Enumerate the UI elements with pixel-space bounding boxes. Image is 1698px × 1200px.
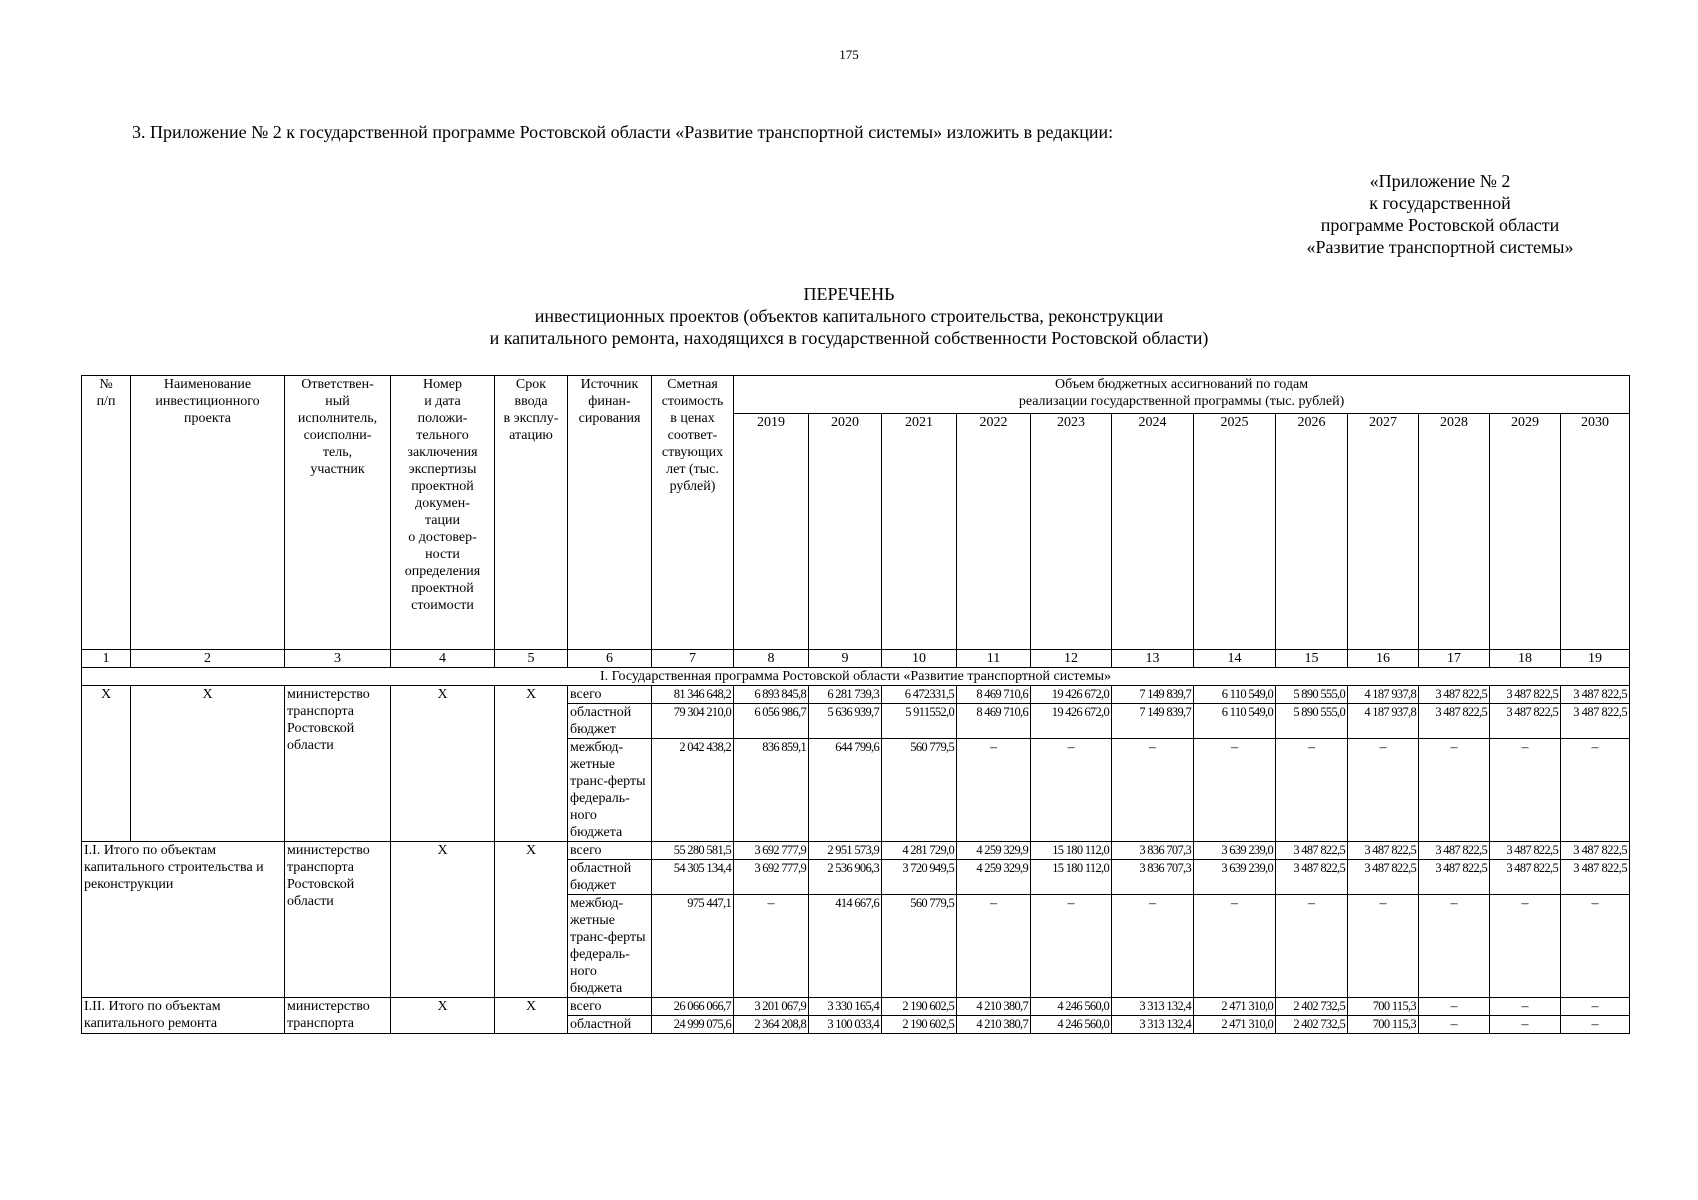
header-estimated-cost [652,376,734,650]
year-value-cell: 5 890 555,0 [1276,686,1348,704]
header-year: 2026 [1276,414,1348,650]
year-value-cell: 2 471 310,0 [1194,1016,1276,1034]
appendix-label [1280,170,1600,258]
year-value-cell: 3 487 822,5 [1561,686,1630,704]
column-number-row [82,650,1630,668]
year-value-cell: 3 201 067,9 [734,998,809,1016]
header-year: 2021 [882,414,957,650]
header-text-line: Наименование [163,377,252,392]
column-number: 3 [285,650,391,668]
project-name-cell: I.I. Итого по объектам капитального строительства и реконструкции [82,842,285,998]
estimated-cost-cell: 79 304 210,0 [652,704,734,739]
year-value-cell: 3 487 822,5 [1561,860,1630,895]
column-number: 13 [1112,650,1194,668]
funding-source-cell: межбюд-жетные транс-ферты федераль-ного бюджета [568,739,652,842]
funding-source-cell: всего [568,686,652,704]
section-title: I. Государственная программа Ростовской области «Развитие транспортной системы» [82,668,1630,686]
estimated-cost-cell: 81 346 648,2 [652,686,734,704]
year-value-cell: – [1194,739,1276,842]
year-value-cell: – [957,739,1031,842]
year-value-cell: 2 402 732,5 [1276,1016,1348,1034]
header-budget-allocations [734,376,1630,414]
header-text-line: ввода [514,394,548,409]
table-row [82,842,1630,860]
year-value-cell: 4 246 560,0 [1031,1016,1112,1034]
year-value-cell: 3 487 822,5 [1276,860,1348,895]
header-text-line: участник [310,462,365,477]
year-value-cell: 644 799,6 [809,739,882,842]
year-value-cell: – [1031,895,1112,998]
year-value-cell: – [1348,739,1419,842]
year-value-cell: 5 636 939,7 [809,704,882,739]
year-value-cell: 3 487 822,5 [1490,704,1561,739]
header-year: 2028 [1419,414,1490,650]
header-year: 2019 [734,414,809,650]
year-value-cell: 3 330 165,4 [809,998,882,1016]
header-text-line: ности [425,547,460,562]
project-name-cell: Х [131,686,285,842]
year-value-cell: 2 951 573,9 [809,842,882,860]
header-commissioning-term [495,376,568,650]
year-value-cell: – [1490,1016,1561,1034]
header-text-line: Срок [515,377,547,392]
year-value-cell: 3 836 707,3 [1112,860,1194,895]
heading-title: ПЕРЕЧЕНЬ [803,284,895,304]
year-value-cell: 3 487 822,5 [1490,860,1561,895]
header-expertise-conclusion [391,376,495,650]
year-value-cell: 3 487 822,5 [1276,842,1348,860]
expertise-cell: Х [391,842,495,998]
year-value-cell: – [1419,739,1490,842]
estimated-cost-cell: 24 999 075,6 [652,1016,734,1034]
year-value-cell: – [1348,895,1419,998]
column-number: 6 [568,650,652,668]
responsible-cell: министерство транспорта Ростовской области [285,686,391,842]
header-text-line: реализации государственной программы (тыс. рублей) [1018,394,1345,409]
header-text-line: Сметная [667,377,718,392]
year-value-cell: 5 911552,0 [882,704,957,739]
header-text-line: Объем бюджетных ассигнований по годам [1054,377,1309,392]
row-number-cell: Х [82,686,131,842]
column-number: 16 [1348,650,1419,668]
header-text-line: тации [425,513,460,528]
year-value-cell: 4 210 380,7 [957,1016,1031,1034]
heading-subtitle-line: и капитального ремонта, находящихся в государственной собственности Ростовской области) [489,328,1209,348]
year-value-cell: 3 313 132,4 [1112,998,1194,1016]
page-number: 175 [839,47,859,62]
year-value-cell: 2 190 602,5 [882,1016,957,1034]
estimated-cost-cell: 2 042 438,2 [652,739,734,842]
year-value-cell: 3 639 239,0 [1194,842,1276,860]
header-text-line: ный [325,394,350,409]
year-value-cell: – [734,895,809,998]
header-text-line: сирования [578,411,641,426]
year-value-cell: 6 281 739,3 [809,686,882,704]
header-text-line: лет (тыс. [666,462,719,477]
estimated-cost-cell: 54 305 134,4 [652,860,734,895]
funding-source-cell: межбюд-жетные транс-ферты федераль-ного бюджета [568,895,652,998]
year-value-cell: 4 259 329,9 [957,860,1031,895]
document-heading [0,283,1698,349]
header-text-line: заключения [407,445,478,460]
year-value-cell: 3 487 822,5 [1348,842,1419,860]
year-value-cell: – [1112,895,1194,998]
year-value-cell: 3 487 822,5 [1419,842,1490,860]
table-row [82,686,1630,704]
header-text-line: п/п [96,394,116,409]
year-value-cell: 19 426 672,0 [1031,704,1112,739]
header-text-line: Источник [580,377,639,392]
year-value-cell: 6 110 549,0 [1194,686,1276,704]
column-number: 14 [1194,650,1276,668]
header-text-line: в эксплу- [503,411,559,426]
header-text-line: определения [404,564,481,579]
appendix-line: программе Ростовской области [1320,215,1560,235]
project-name-cell: I.II. Итого по объектам капитального ремонта [82,998,285,1034]
year-value-cell: – [1561,739,1630,842]
responsible-cell: министерство транспорта Ростовской области [285,842,391,998]
year-value-cell: 7 149 839,7 [1112,686,1194,704]
year-value-cell: 2 471 310,0 [1194,998,1276,1016]
year-value-cell: 19 426 672,0 [1031,686,1112,704]
expertise-cell: Х [391,686,495,842]
year-value-cell: 8 469 710,6 [957,704,1031,739]
table-header-row [82,376,1630,414]
year-value-cell: 2 536 906,3 [809,860,882,895]
year-value-cell: 3 313 132,4 [1112,1016,1194,1034]
year-value-cell: 4 259 329,9 [957,842,1031,860]
column-number: 7 [652,650,734,668]
year-value-cell: 3 487 822,5 [1419,704,1490,739]
year-value-cell: 6 893 845,8 [734,686,809,704]
header-text-line: соответ- [667,428,718,443]
commissioning-term-cell: Х [495,998,568,1034]
year-value-cell: 3 487 822,5 [1490,686,1561,704]
year-value-cell: – [1419,895,1490,998]
year-value-cell: 3 487 822,5 [1419,860,1490,895]
year-value-cell: 414 667,6 [809,895,882,998]
year-value-cell: 5 890 555,0 [1276,704,1348,739]
year-value-cell: 2 402 732,5 [1276,998,1348,1016]
header-text-line: соисполни- [303,428,372,443]
header-responsible [285,376,391,650]
year-value-cell: 3 720 949,5 [882,860,957,895]
year-value-cell: 3 836 707,3 [1112,842,1194,860]
year-value-cell: 4 187 937,8 [1348,686,1419,704]
column-number: 5 [495,650,568,668]
header-text-line: № [99,377,113,392]
header-project-name [131,376,285,650]
column-number: 4 [391,650,495,668]
estimated-cost-cell: 975 447,1 [652,895,734,998]
year-value-cell: 4 246 560,0 [1031,998,1112,1016]
header-text-line: о достовер- [408,530,477,545]
year-value-cell: 3 692 777,9 [734,842,809,860]
column-number: 2 [131,650,285,668]
year-value-cell: 2 190 602,5 [882,998,957,1016]
header-text-line: тель, [322,445,353,460]
year-value-cell: – [1561,998,1630,1016]
header-text-line: стоимости [411,598,474,613]
year-value-cell: 4 210 380,7 [957,998,1031,1016]
column-number: 11 [957,650,1031,668]
header-year: 2025 [1194,414,1276,650]
appendix-line: «Приложение № 2 [1369,171,1511,191]
commissioning-term-cell: Х [495,686,568,842]
column-number: 15 [1276,650,1348,668]
year-value-cell: 15 180 112,0 [1031,860,1112,895]
year-value-cell: 3 639 239,0 [1194,860,1276,895]
header-year: 2022 [957,414,1031,650]
header-text-line: в ценах [670,411,715,426]
header-text-line: положи- [417,411,468,426]
commissioning-term-cell: Х [495,842,568,998]
year-value-cell: 700 115,3 [1348,1016,1419,1034]
header-text-line: финан- [588,394,631,409]
column-number: 17 [1419,650,1490,668]
appendix-line: «Развитие транспортной системы» [1306,237,1574,257]
responsible-cell: министерство транспорта [285,998,391,1034]
funding-source-cell: областной [568,1016,652,1034]
intro-paragraph: 3. Приложение № 2 к государственной программе Ростовской области «Развитие транспортной системы» изложить в редакции: [132,122,1114,142]
header-text-line: исполнитель, [297,411,378,426]
year-value-cell: 3 487 822,5 [1419,686,1490,704]
header-text-line: докумен- [415,496,470,511]
header-year: 2023 [1031,414,1112,650]
year-value-cell: 3 487 822,5 [1561,704,1630,739]
column-number: 8 [734,650,809,668]
header-text-line: проекта [184,411,231,426]
year-value-cell: – [1490,739,1561,842]
column-number: 18 [1490,650,1561,668]
column-number: 19 [1561,650,1630,668]
column-number: 10 [882,650,957,668]
header-text-line: атацию [509,428,553,443]
header-number [82,376,131,650]
appendix-line: к государственной [1369,193,1511,213]
year-value-cell: – [1419,998,1490,1016]
year-value-cell: – [957,895,1031,998]
estimated-cost-cell: 55 280 581,5 [652,842,734,860]
year-value-cell: 4 281 729,0 [882,842,957,860]
year-value-cell: – [1276,739,1348,842]
year-value-cell: 3 487 822,5 [1561,842,1630,860]
year-value-cell: 560 779,5 [882,739,957,842]
year-value-cell: 6 472331,5 [882,686,957,704]
year-value-cell: – [1561,895,1630,998]
header-text-line: ствующих [661,445,724,460]
header-text-line: рублей) [669,479,716,494]
expertise-cell: Х [391,998,495,1034]
estimated-cost-cell: 26 066 066,7 [652,998,734,1016]
year-value-cell: 3 692 777,9 [734,860,809,895]
header-text-line: Ответствен- [301,377,374,392]
year-value-cell: 3 487 822,5 [1348,860,1419,895]
year-value-cell: 3 100 033,4 [809,1016,882,1034]
year-value-cell: 7 149 839,7 [1112,704,1194,739]
funding-source-cell: всего [568,842,652,860]
year-value-cell: 700 115,3 [1348,998,1419,1016]
column-number: 9 [809,650,882,668]
header-text-line: стоимость [661,394,724,409]
year-value-cell: 836 859,1 [734,739,809,842]
header-text-line: и дата [424,394,461,409]
funding-source-cell: областной бюджет [568,860,652,895]
header-year: 2027 [1348,414,1419,650]
year-value-cell: 15 180 112,0 [1031,842,1112,860]
year-value-cell: – [1561,1016,1630,1034]
year-value-cell: 2 364 208,8 [734,1016,809,1034]
year-value-cell: – [1419,1016,1490,1034]
header-text-line: проектной [411,479,474,494]
year-value-cell: 8 469 710,6 [957,686,1031,704]
header-text-line: тельного [416,428,469,443]
year-value-cell: – [1490,895,1561,998]
year-value-cell: – [1490,998,1561,1016]
column-number: 1 [82,650,131,668]
header-year: 2020 [809,414,882,650]
year-value-cell: 6 056 986,7 [734,704,809,739]
header-text-line: проектной [411,581,474,596]
year-value-cell: 3 487 822,5 [1490,842,1561,860]
header-year: 2024 [1112,414,1194,650]
header-year: 2030 [1561,414,1630,650]
table-row [82,998,1630,1016]
funding-source-cell: областной бюджет [568,704,652,739]
heading-subtitle-line: инвестиционных проектов (объектов капитального строительства, реконструкции [534,306,1164,326]
header-text-line: экспертизы [408,462,477,477]
header-text-line: Номер [423,377,462,392]
header-text-line: инвестиционного [155,394,260,409]
header-funding-source [568,376,652,650]
funding-source-cell: всего [568,998,652,1016]
year-value-cell: – [1276,895,1348,998]
year-value-cell: 6 110 549,0 [1194,704,1276,739]
year-value-cell: – [1194,895,1276,998]
year-value-cell: – [1031,739,1112,842]
year-value-cell: 4 187 937,8 [1348,704,1419,739]
column-number: 12 [1031,650,1112,668]
year-value-cell: 560 779,5 [882,895,957,998]
section-row [82,668,1630,686]
header-year: 2029 [1490,414,1561,650]
investment-projects-table [81,375,1630,1034]
year-value-cell: – [1112,739,1194,842]
